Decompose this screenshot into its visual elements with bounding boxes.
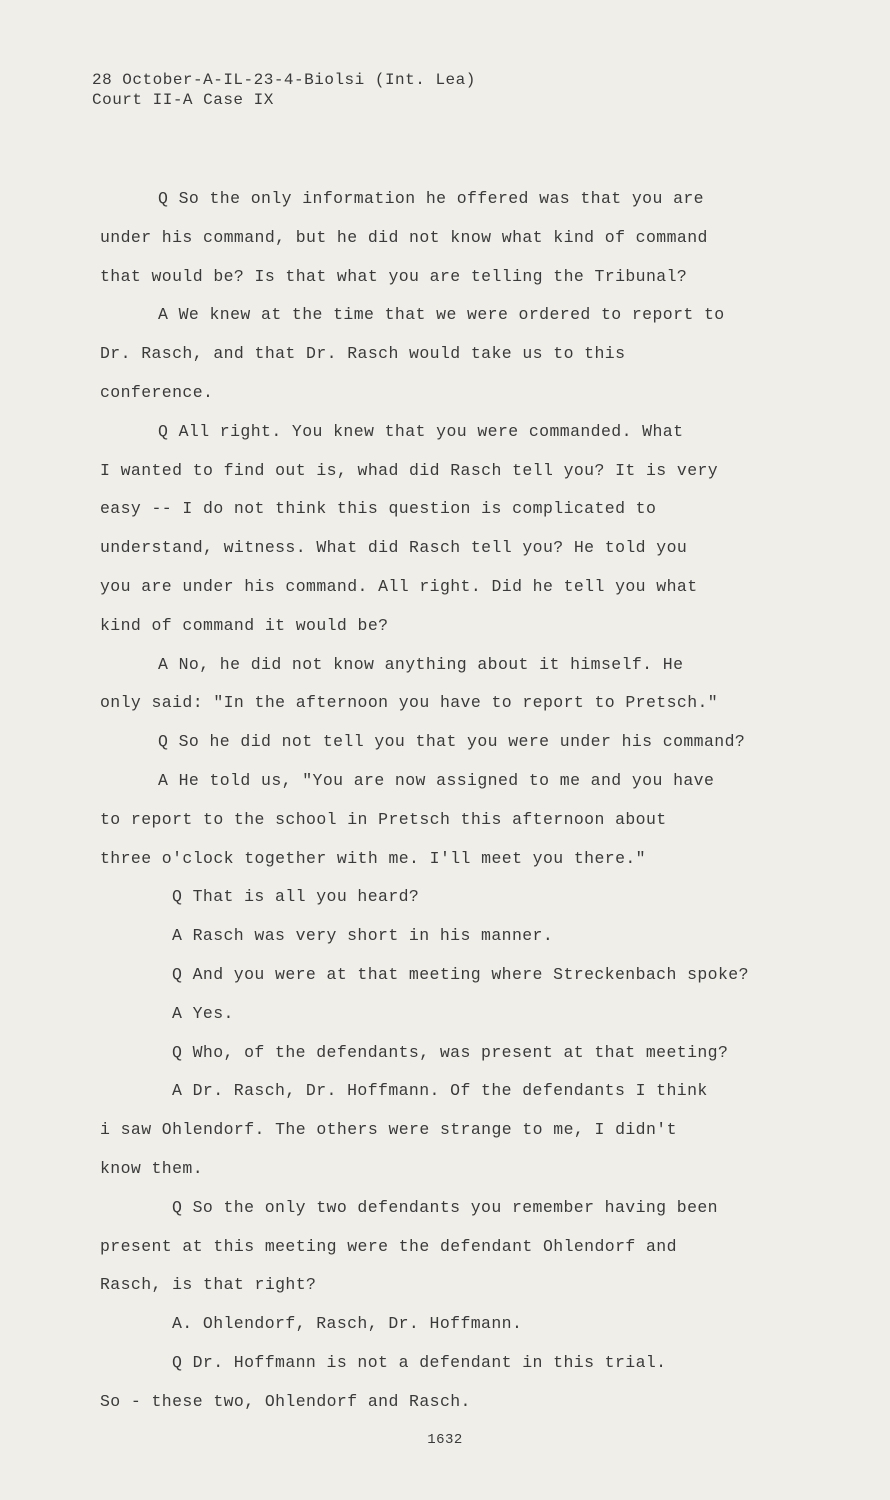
transcript-line: Q Dr. Hoffmann is not a defendant in this trial. bbox=[172, 1352, 667, 1372]
transcript-line: you are under his command. All right. Did he tell you what bbox=[100, 576, 698, 596]
header-line-1: 28 October-A-IL-23-4-Biolsi (Int. Lea) bbox=[92, 71, 476, 89]
transcript-line: under his command, but he did not know what kind of command bbox=[100, 227, 708, 247]
transcript-line: conference. bbox=[100, 382, 214, 402]
document-header bbox=[92, 70, 476, 110]
transcript-line: Q That is all you heard? bbox=[172, 887, 420, 907]
transcript-line: A. Ohlendorf, Rasch, Dr. Hoffmann. bbox=[172, 1314, 523, 1334]
transcript-line: three o'clock together with me. I'll meet you there." bbox=[100, 848, 646, 868]
transcript-line: easy -- I do not think this question is complicated to bbox=[100, 499, 657, 519]
transcript-line: I wanted to find out is, whad did Rasch tell you? It is very bbox=[100, 460, 719, 480]
transcript-line: Q Who, of the defendants, was present at that meeting? bbox=[172, 1042, 729, 1062]
transcript-line: So - these two, Ohlendorf and Rasch. bbox=[100, 1391, 471, 1411]
transcript-line: Q All right. You knew that you were commanded. What bbox=[158, 421, 684, 441]
page-number: 1632 bbox=[427, 1432, 463, 1448]
transcript-body bbox=[100, 180, 820, 1422]
transcript-line: only said: "In the afternoon you have to report to Pretsch." bbox=[100, 693, 719, 713]
transcript-line: Q And you were at that meeting where Streckenbach spoke? bbox=[172, 964, 749, 984]
transcript-line: Dr. Rasch, and that Dr. Rasch would take us to this bbox=[100, 344, 626, 364]
transcript-line: A We knew at the time that we were ordered to report to bbox=[158, 305, 725, 325]
transcript-line: A No, he did not know anything about it himself. He bbox=[158, 654, 684, 674]
transcript-line: A Yes. bbox=[172, 1003, 234, 1023]
transcript-line: that would be? Is that what you are telling the Tribunal? bbox=[100, 266, 688, 286]
transcript-line: know them. bbox=[100, 1158, 204, 1178]
transcript-line: Q So he did not tell you that you were under his command? bbox=[158, 732, 746, 752]
transcript-line: Q So the only information he offered was that you are bbox=[158, 189, 704, 208]
transcript-line: i saw Ohlendorf. The others were strange to me, I didn't bbox=[100, 1120, 677, 1140]
transcript-line: understand, witness. What did Rasch tell you? He told you bbox=[100, 538, 688, 558]
transcript-line: Q So the only two defendants you remember having been bbox=[172, 1197, 718, 1217]
transcript-line: kind of command it would be? bbox=[100, 615, 389, 635]
transcript-line: Rasch, is that right? bbox=[100, 1275, 317, 1295]
transcript-line: present at this meeting were the defendant Ohlendorf and bbox=[100, 1236, 677, 1256]
transcript-line: A He told us, "You are now assigned to me and you have bbox=[158, 770, 715, 790]
transcript-line: A Dr. Rasch, Dr. Hoffmann. Of the defendants I think bbox=[172, 1081, 708, 1101]
transcript-line: A Rasch was very short in his manner. bbox=[172, 926, 554, 946]
header-line-2: Court II-A Case IX bbox=[92, 91, 274, 109]
transcript-line: to report to the school in Pretsch this afternoon about bbox=[100, 809, 667, 829]
